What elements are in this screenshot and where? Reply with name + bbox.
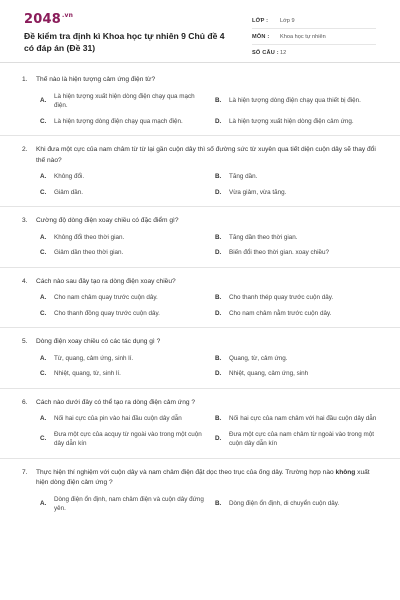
option-text: Là hiện tượng dòng điện chạy qua thiết bị điện. xyxy=(229,97,361,105)
option-letter: B. xyxy=(215,97,222,105)
option-text: Giảm dần. xyxy=(54,188,84,196)
divider xyxy=(0,135,400,136)
option-text: Dòng điện ổn định, di chuyển cuộn dây. xyxy=(229,500,340,508)
question-6 xyxy=(0,398,400,449)
option-text: Cho nam châm quay trước cuộn dây. xyxy=(54,294,158,301)
divider xyxy=(0,327,400,328)
question-emphasis: không xyxy=(335,468,356,476)
option-text: Đưa một cực của nam châm từ ngoài vào trong một cuộn dây dẫn kín xyxy=(229,430,374,447)
option-letter: B. xyxy=(215,500,222,508)
divider xyxy=(0,267,400,268)
option-a[interactable] xyxy=(40,293,215,303)
question-number: 5. xyxy=(22,338,28,345)
option-letter: D. xyxy=(215,370,222,377)
option-a[interactable] xyxy=(40,172,215,182)
option-letter: C. xyxy=(40,435,47,443)
option-text: Nối hai cực của pin vào hai đầu cuộn dây dẫn xyxy=(54,415,182,422)
option-letter: A. xyxy=(40,97,47,105)
option-d[interactable] xyxy=(215,369,390,379)
option-letter: D. xyxy=(215,188,222,196)
question-5 xyxy=(0,337,400,379)
option-text: Cho nam châm nằm trước cuộn dây. xyxy=(229,309,332,317)
divider xyxy=(0,206,400,207)
meta-value[interactable]: Khoa học tự nhiên xyxy=(280,33,326,40)
option-text: Tăng dần theo thời gian. xyxy=(229,233,298,241)
option-text: Biến đổi theo thời gian. xoay chiều? xyxy=(229,249,330,256)
option-letter: A. xyxy=(40,233,47,241)
option-letter: C. xyxy=(40,309,47,317)
question-number: 4. xyxy=(22,277,28,285)
option-a[interactable] xyxy=(40,354,215,364)
meta-value: 12 xyxy=(280,49,287,56)
question-text: Cách nào dưới đây có thể tạo ra dòng điện cảm ứng ? xyxy=(36,398,196,406)
option-c[interactable] xyxy=(40,248,215,258)
option-text: Nhiệt, quang, cảm ứng, sinh xyxy=(229,370,309,377)
meta-key: MÔN : xyxy=(252,33,270,40)
option-text: Dòng điện ổn định, nam châm điện và cuộn dây đứng yên. xyxy=(54,495,204,512)
option-b[interactable] xyxy=(215,354,390,364)
option-letter: B. xyxy=(215,233,222,241)
option-d[interactable] xyxy=(215,248,390,258)
meta-key: SỐ CÂU : xyxy=(252,49,279,56)
question-text xyxy=(36,468,380,489)
option-text: Nối hai cực của nam châm với hai đầu cuộn dây dẫn xyxy=(229,415,377,422)
option-b[interactable] xyxy=(215,233,390,243)
question-1 xyxy=(0,75,400,126)
option-b[interactable] xyxy=(215,495,390,514)
option-text: Là hiện tượng xuất hiện dòng điện chạy qua mạch điện. xyxy=(54,92,195,109)
divider xyxy=(0,388,400,389)
question-4 xyxy=(0,277,400,319)
option-c[interactable] xyxy=(40,369,215,379)
option-text: Nhiệt, quang, từ, sinh lí. xyxy=(54,370,121,377)
question-number: 3. xyxy=(22,217,28,224)
option-letter: C. xyxy=(40,188,47,196)
question-2 xyxy=(0,145,400,197)
option-b[interactable] xyxy=(215,92,390,111)
option-letter: D. xyxy=(215,249,222,256)
question-text: Dòng điện xoay chiều có các tác dụng gì ? xyxy=(36,338,161,345)
option-c[interactable] xyxy=(40,188,215,198)
option-letter: A. xyxy=(40,354,47,362)
question-number: 7. xyxy=(22,468,28,476)
question-3 xyxy=(0,216,400,258)
option-a[interactable] xyxy=(40,92,215,111)
meta-row-class xyxy=(252,13,376,29)
question-7 xyxy=(0,468,400,514)
option-text: Tăng dần. xyxy=(229,173,258,180)
meta-key: LỚP : xyxy=(252,17,269,24)
meta-value[interactable]: Lớp 9 xyxy=(280,17,295,24)
option-letter: C. xyxy=(40,249,47,256)
option-text: Cho thanh đồng quay trước cuộn dây. xyxy=(54,309,160,317)
option-d[interactable] xyxy=(215,117,390,127)
option-text: Không đổi theo thời gian. xyxy=(54,233,125,241)
option-letter: A. xyxy=(40,294,47,301)
logo-suffix: .vn xyxy=(61,12,74,19)
option-text: Là hiện tượng xuất hiện dòng điện cảm ứng. xyxy=(229,117,354,125)
option-b[interactable] xyxy=(215,172,390,182)
site-logo[interactable] xyxy=(24,12,73,27)
question-number: 6. xyxy=(22,398,28,406)
option-text: Giảm dần theo thời gian. xyxy=(54,249,124,256)
option-letter: D. xyxy=(215,117,222,125)
question-text: Cường độ dòng điện xoay chiều có đặc điểm gì? xyxy=(36,217,179,224)
option-d[interactable] xyxy=(215,430,390,449)
question-number: 2. xyxy=(22,146,28,153)
option-letter: C. xyxy=(40,370,47,377)
question-text: Thế nào là hiện tượng cảm ứng điện từ? xyxy=(36,76,156,83)
option-a[interactable] xyxy=(40,414,215,424)
option-b[interactable] xyxy=(215,414,390,424)
divider xyxy=(0,458,400,459)
option-letter: A. xyxy=(40,173,47,180)
option-text: Từ, quang, cảm ứng, sinh lí. xyxy=(54,354,134,362)
meta-row-count xyxy=(252,45,376,60)
meta-row-subject xyxy=(252,29,376,45)
question-text: Cách nào sau đây tạo ra dòng điện xoay chiều? xyxy=(36,277,176,285)
question-list xyxy=(0,75,400,514)
option-letter: D. xyxy=(215,435,222,443)
option-letter: D. xyxy=(215,309,222,317)
option-text: Cho thanh thép quay trước cuộn dây. xyxy=(229,294,334,301)
option-a[interactable] xyxy=(40,233,215,243)
option-text: Vừa giảm, vừa tăng. xyxy=(229,188,287,196)
question-number: 1. xyxy=(22,76,28,83)
option-c[interactable] xyxy=(40,309,215,319)
option-text: Đưa một cực của acquy từ ngoài vào trong một cuộn dây dẫn kín xyxy=(54,430,202,447)
option-letter: C. xyxy=(40,117,47,125)
question-text-part: xuất hiện dòng điện cảm ứng ? xyxy=(36,468,370,486)
option-text: Không đổi. xyxy=(54,173,85,180)
option-text: Là hiện tượng dòng điện chạy qua mạch điện. xyxy=(54,117,183,125)
option-c[interactable] xyxy=(40,117,215,127)
option-b[interactable] xyxy=(215,293,390,303)
option-d[interactable] xyxy=(215,188,390,198)
question-text-part: Thực hiện thí nghiệm với cuộn dây và nam châm điện đặt dọc theo trục của ống dây. Trường hợp nào xyxy=(36,468,336,476)
logo-text: 2048 xyxy=(24,12,61,27)
option-letter: B. xyxy=(215,173,222,180)
page-title: Đề kiểm tra định kì Khoa học tự nhiên 9 Chủ đề 4 có đáp án (Đề 31) xyxy=(24,31,225,53)
question-text: Khi đưa một cực của nam châm từ từ lại gần cuộn dây thì số đường sức từ xuyên qua tiết diện cuộn dây sẽ thay đổi thế nào? xyxy=(36,146,376,164)
option-d[interactable] xyxy=(215,309,390,319)
option-letter: B. xyxy=(215,415,222,422)
option-a[interactable] xyxy=(40,495,215,514)
option-c[interactable] xyxy=(40,430,215,449)
option-letter: A. xyxy=(40,500,47,508)
option-text: Quang, từ, cảm ứng. xyxy=(229,354,288,362)
option-letter: A. xyxy=(40,415,47,422)
exam-meta xyxy=(252,13,376,60)
option-letter: B. xyxy=(215,354,222,362)
header xyxy=(0,0,400,63)
option-letter: B. xyxy=(215,294,222,301)
